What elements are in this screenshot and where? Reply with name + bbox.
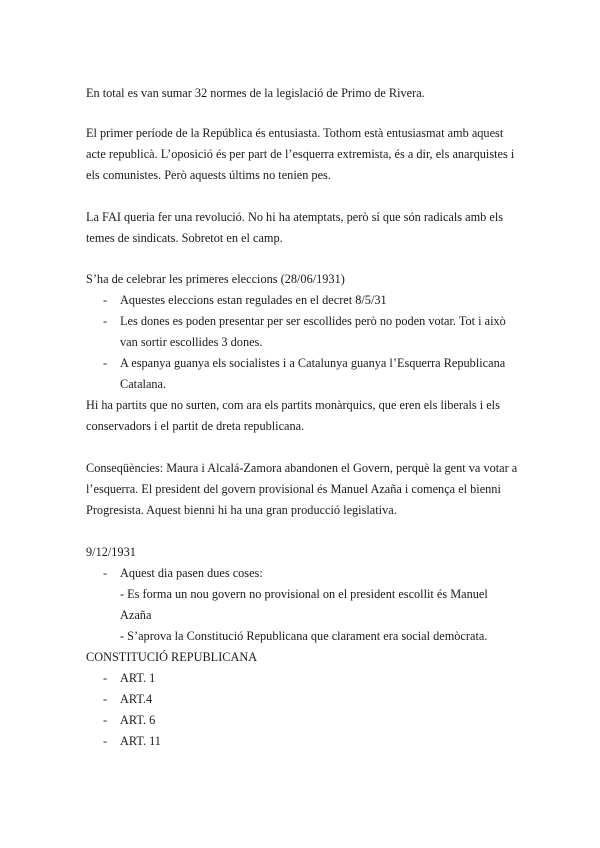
paragraph-partits-line-1: Hi ha partits que no surten, com ara els partits monàrquics, que eren els liberals i els <box>86 398 500 412</box>
date-heading: 9/12/1931 <box>86 545 136 559</box>
bullet-dash: - <box>103 293 108 307</box>
sublist-item-govern-line-2: Azaña <box>120 608 152 622</box>
sublist-item-govern-line-1: - Es forma un nou govern no provisional on el president escollit és Manuel <box>120 587 488 601</box>
list-item-dues-coses: Aquest dia pasen dues coses: <box>120 566 263 580</box>
paragraph-partits-line-2: conservadors i el partit de dreta republicana. <box>86 419 305 433</box>
list-item-dones-line-2: van sortir escollides 3 dones. <box>120 335 263 349</box>
paragraph-fai-line-1: La FAI queria fer una revolució. No hi ha atemptats, però sí que són radicals amb els <box>86 210 504 224</box>
paragraph-primer-periode-line-3: els comunistes. Però aquests últims no tenien pes. <box>86 168 331 182</box>
paragraph-fai-line-2: temes de sindicats. Sobretot en el camp. <box>86 231 283 245</box>
paragraph-consequencies-line-2: l’esquerra. El president del govern provisional és Manuel Azaña i comença el bienni <box>86 482 501 496</box>
bullet-dash: - <box>103 566 108 580</box>
list-item-decret: Aquestes eleccions estan regulades en el decret 8/5/31 <box>120 293 387 307</box>
sublist-item-constitucio: - S’aprova la Constitució Republicana que clarament era social demòcrata. <box>120 629 488 643</box>
bullet-dash: - <box>103 713 108 727</box>
bullet-dash: - <box>103 692 108 706</box>
bullet-dash: - <box>103 314 108 328</box>
list-item-art-1: ART. 1 <box>120 671 156 685</box>
bullet-dash: - <box>103 734 108 748</box>
paragraph-consequencies-line-3: Progresista. Aquest bienni hi ha una gran producció legislativa. <box>86 503 397 517</box>
list-item-guanya-line-1: A espanya guanya els socialistes i a Catalunya guanya l’Esquerra Republicana <box>120 356 506 370</box>
bullet-dash: - <box>103 356 108 370</box>
paragraph-primer-periode-line-2: acte republicà. L’oposició és per part de l’esquerra extremista, és a dir, els anarquistes i <box>86 147 515 161</box>
list-item-art-11: ART. 11 <box>120 734 161 748</box>
paragraph-eleccions-intro: S’ha de celebrar les primeres eleccions (28/06/1931) <box>86 272 345 286</box>
list-item-art-4: ART.4 <box>120 692 153 706</box>
bullet-dash: - <box>103 671 108 685</box>
list-item-guanya-line-2: Catalana. <box>120 377 167 391</box>
paragraph-total-normes: En total es van sumar 32 normes de la legislació de Primo de Rivera. <box>86 86 425 100</box>
list-item-dones-line-1: Les dones es poden presentar per ser escollides però no poden votar. Tot i això <box>120 314 506 328</box>
paragraph-primer-periode-line-1: El primer període de la República és entusiasta. Tothom està entusiasmat amb aquest <box>86 126 504 140</box>
paragraph-consequencies-line-1: Conseqüències: Maura i Alcalá-Zamora abandonen el Govern, perquè la gent va votar a <box>86 461 518 475</box>
list-item-art-6: ART. 6 <box>120 713 156 727</box>
section-heading-constitucio: CONSTITUCIÓ REPUBLICANA <box>86 650 258 664</box>
